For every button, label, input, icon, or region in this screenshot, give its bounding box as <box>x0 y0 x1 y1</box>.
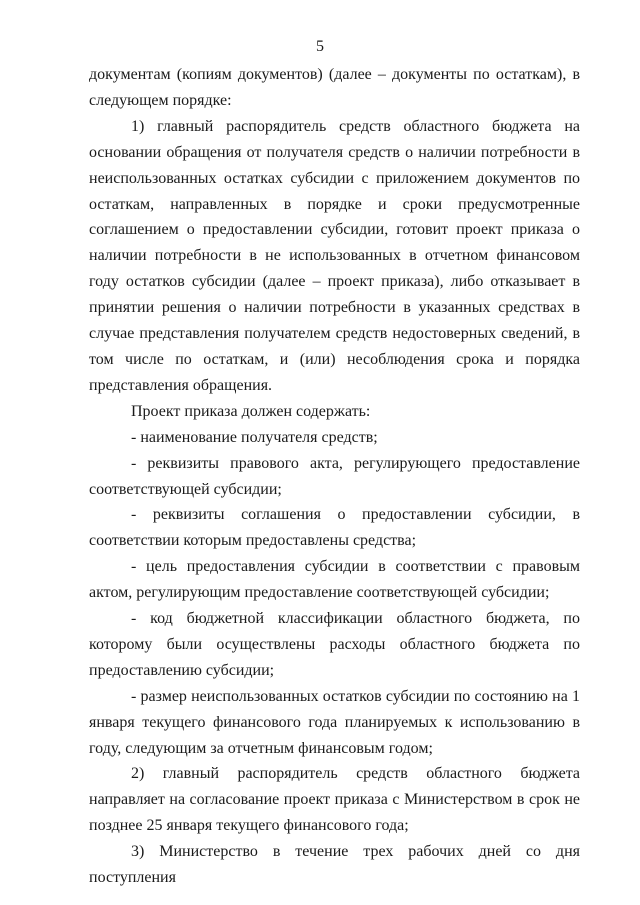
list-item-agreement-details: - реквизиты соглашения о предоставлении субсидии, в соответствии которым предоставлены средства; <box>89 506 580 550</box>
list-item-subsidy-purpose: - цель предоставления субсидии в соответствии с правовым актом, регулирующим предоставление соответствующей субсидии; <box>89 558 580 602</box>
paragraph-item-2: 2) главный распорядитель средств областного бюджета направляет на согласование проект приказа с Министерством в срок не позднее 25 января текущего финансового года; <box>89 765 580 835</box>
list-item-budget-code: - код бюджетной классификации областного бюджета, по которому были осуществлены расходы областного бюджета по предоставлению субсидии; <box>89 610 580 679</box>
document-body <box>89 62 580 891</box>
paragraph-item-3: 3) Министерство в течение трех рабочих дней со дня поступления <box>89 843 580 887</box>
page-number: 5 <box>316 38 324 55</box>
list-item-recipient-name: - наименование получателя средств; <box>131 428 378 446</box>
paragraph-item-1: 1) главный распорядитель средств областного бюджета на основании обращения от получателя средств о наличии потребности в неиспользованных остатках субсидии с приложением документов по остаткам, направленных в порядке и сроки предусмотренные соглашением о предоставлении субсидии, готовит проект приказа о наличии потребности в не использованных в отчетном финансовом году остатков субсидии (далее – проект приказа), либо отказывает в принятии решения о наличии потребности в указанных средствах в случае представления получателем средств недостоверных сведений, в том числе по остаткам, и (или) несоблюдения срока и порядка представления обращения. <box>89 117 580 394</box>
paragraph-continuation: документам (копиям документов) (далее – документы по остаткам), в следующем порядке: <box>89 66 580 109</box>
list-item-legal-act-details: - реквизиты правового акта, регулирующего предоставление соответствующей субсидии; <box>89 454 580 498</box>
paragraph-draft-order-contents: Проект приказа должен содержать: <box>131 402 371 420</box>
list-item-unused-balance: - размер неиспользованных остатков субсидии по состоянию на 1 января текущего финансового года планируемых к использованию в году, следующим за отчетным финансовым годом; <box>89 687 580 757</box>
